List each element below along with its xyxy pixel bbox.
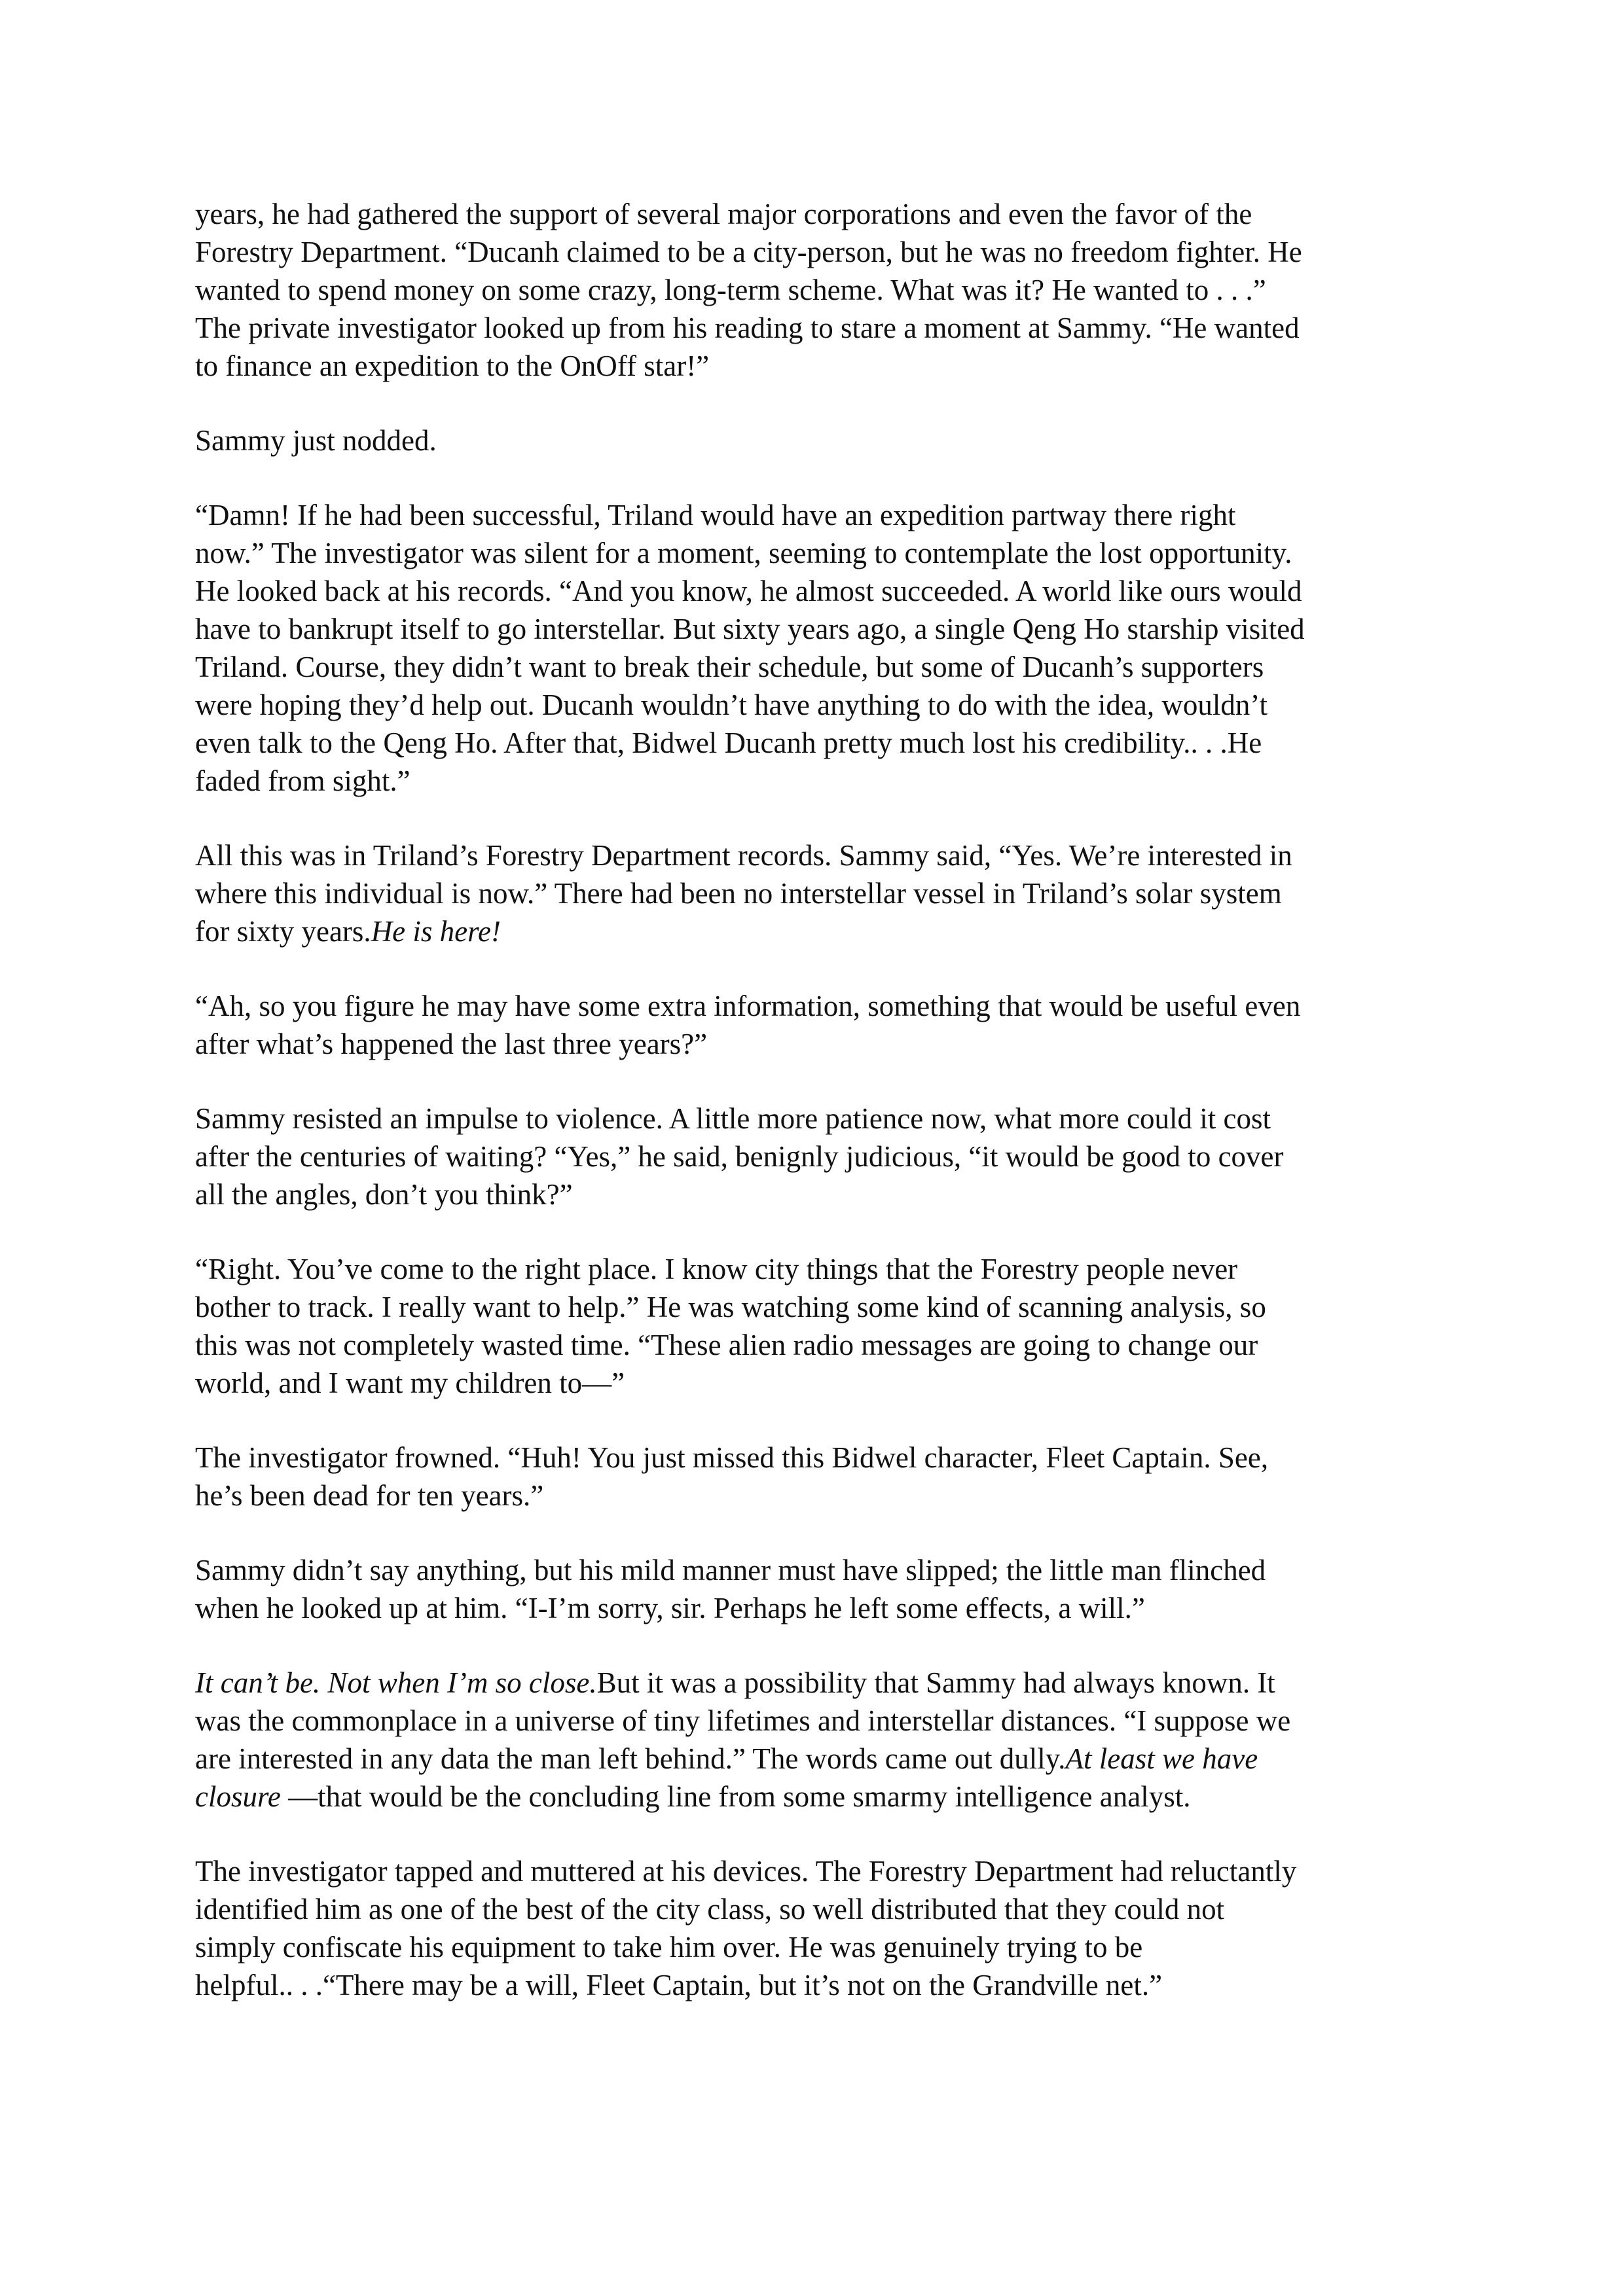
paragraph [195, 1100, 1439, 1213]
text-run: all the angles, don’t you think?” [195, 1178, 573, 1211]
text-line [195, 1852, 1439, 1890]
text-line [195, 1364, 1439, 1402]
text-line [195, 610, 1439, 648]
text-line [195, 534, 1439, 572]
text-line [195, 233, 1439, 271]
italic-text-run: He is here! [371, 915, 501, 948]
text-line [195, 309, 1439, 347]
text-run: —that would be the concluding line from some smarmy intelligence analyst. [288, 1780, 1191, 1813]
text-line [195, 1326, 1439, 1364]
text-line [195, 1175, 1439, 1213]
paragraph [195, 1439, 1439, 1515]
text-run: He looked back at his records. “And you know, he almost succeeded. A world like ours would [195, 575, 1302, 607]
italic-text-run: It can’t be. Not when I’m so close. [195, 1666, 597, 1699]
paragraph [195, 987, 1439, 1063]
text-run: “Damn! If he had been successful, Triland would have an expedition partway there right [195, 499, 1236, 531]
text-run: wanted to spend money on some crazy, long-term scheme. What was it? He wanted to . . .” [195, 274, 1266, 306]
text-line [195, 987, 1439, 1025]
text-run: Sammy just nodded. [195, 424, 437, 457]
text-line [195, 686, 1439, 724]
text-run: this was not completely wasted time. “These alien radio messages are going to change our [195, 1329, 1258, 1361]
text-line [195, 724, 1439, 762]
text-line [195, 195, 1439, 233]
text-line [195, 1778, 1439, 1816]
paragraph [195, 1852, 1439, 2004]
text-run: identified him as one of the best of the city class, so well distributed that they could not [195, 1893, 1225, 1926]
text-line [195, 1890, 1439, 1928]
text-line [195, 1928, 1439, 1966]
text-run: when he looked up at him. “I-I’m sorry, sir. Perhaps he left some effects, a will.” [195, 1592, 1145, 1624]
text-run: helpful.. . .“There may be a will, Fleet Captain, but it’s not on the Grandville net.” [195, 1969, 1163, 2001]
paragraph [195, 195, 1439, 385]
text-line [195, 572, 1439, 610]
text-line [195, 271, 1439, 309]
text-run: faded from sight.” [195, 764, 410, 797]
text-run: were hoping they’d help out. Ducanh wouldn’t have anything to do with the idea, wouldn’t [195, 689, 1268, 721]
italic-text-run: closure [195, 1780, 289, 1813]
text-run: world, and I want my children to—” [195, 1367, 625, 1399]
paragraph [195, 836, 1439, 950]
paragraph [195, 1551, 1439, 1627]
text-line [195, 1589, 1439, 1627]
text-column [195, 195, 1439, 2041]
text-line [195, 648, 1439, 686]
text-run: after the centuries of waiting? “Yes,” he said, benignly judicious, “it would be good to cover [195, 1140, 1284, 1173]
text-run: he’s been dead for ten years.” [195, 1479, 544, 1512]
text-run: for sixty years. [195, 915, 371, 948]
text-line [195, 1477, 1439, 1515]
text-run: now.” The investigator was silent for a moment, seeming to contemplate the lost opportunity. [195, 537, 1292, 569]
text-line [195, 1288, 1439, 1326]
text-line [195, 1664, 1439, 1702]
text-run: All this was in Triland’s Forestry Department records. Sammy said, “Yes. We’re interested in [195, 839, 1292, 872]
paragraph [195, 1664, 1439, 1816]
text-run: even talk to the Qeng Ho. After that, Bidwel Ducanh pretty much lost his credibility.. . .He [195, 726, 1262, 759]
text-line [195, 1025, 1439, 1063]
text-run: years, he had gathered the support of several major corporations and even the favor of the [195, 198, 1252, 230]
paragraph [195, 1250, 1439, 1402]
paragraph [195, 496, 1439, 800]
text-line [195, 347, 1439, 385]
text-run: bother to track. I really want to help.” He was watching some kind of scanning analysis, so [195, 1291, 1266, 1323]
text-run: The investigator tapped and muttered at his devices. The Forestry Department had reluctantly [195, 1855, 1297, 1888]
text-run: Sammy resisted an impulse to violence. A little more patience now, what more could it cost [195, 1102, 1271, 1135]
paragraph [195, 422, 1439, 459]
text-line [195, 422, 1439, 459]
text-run: The investigator frowned. “Huh! You just missed this Bidwel character, Fleet Captain. See, [195, 1441, 1269, 1474]
text-run: “Right. You’ve come to the right place. I know city things that the Forestry people never [195, 1253, 1238, 1285]
text-line [195, 1250, 1439, 1288]
text-line [195, 1100, 1439, 1138]
text-run: was the commonplace in a universe of tiny lifetimes and interstellar distances. “I suppose we [195, 1704, 1291, 1737]
text-line [195, 1551, 1439, 1589]
text-line [195, 1966, 1439, 2004]
text-line [195, 762, 1439, 800]
text-run: “Ah, so you figure he may have some extra information, something that would be useful even [195, 990, 1301, 1022]
text-run: where this individual is now.” There had been no interstellar vessel in Triland’s solar system [195, 877, 1282, 910]
text-run: The private investigator looked up from his reading to stare a moment at Sammy. “He wanted [195, 312, 1300, 344]
text-line [195, 1702, 1439, 1740]
text-run: But it was a possibility that Sammy had always known. It [596, 1666, 1275, 1699]
text-line [195, 1439, 1439, 1477]
text-line [195, 1740, 1439, 1778]
text-run: to finance an expedition to the OnOff star!” [195, 350, 710, 382]
text-run: Forestry Department. “Ducanh claimed to be a city-person, but he was no freedom fighter. He [195, 236, 1302, 268]
text-line [195, 1138, 1439, 1175]
text-run: Triland. Course, they didn’t want to break their schedule, but some of Ducanh’s supporters [195, 651, 1264, 683]
text-line [195, 912, 1439, 950]
text-line [195, 496, 1439, 534]
text-run: simply confiscate his equipment to take him over. He was genuinely trying to be [195, 1931, 1143, 1964]
text-run: Sammy didn’t say anything, but his mild manner must have slipped; the little man flinched [195, 1554, 1266, 1587]
text-run: are interested in any data the man left behind.” The words came out dully. [195, 1742, 1066, 1775]
italic-text-run: At least we have [1065, 1742, 1258, 1775]
text-run: after what’s happened the last three years?” [195, 1028, 708, 1060]
text-line [195, 836, 1439, 874]
text-line [195, 874, 1439, 912]
text-run: have to bankrupt itself to go interstellar. But sixty years ago, a single Qeng Ho starship visited [195, 613, 1305, 645]
